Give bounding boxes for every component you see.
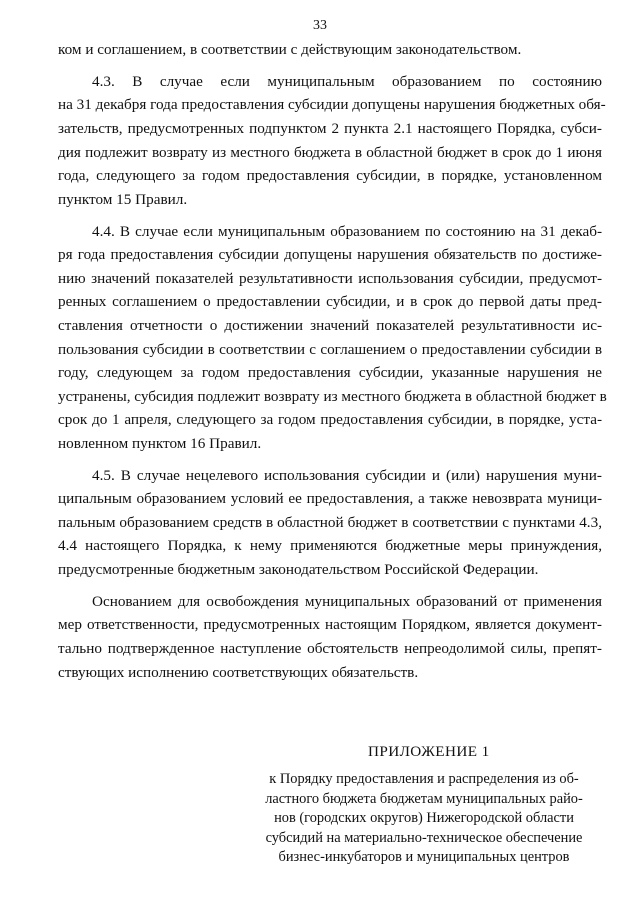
text-line: ря года предоставления субсидии допущены нарушения обязательств по достиже- — [58, 246, 602, 264]
appendix-line: ластного бюджета бюджетам муниципальных райо- — [265, 790, 583, 807]
text-line: ципальным образованием условий ее предоставления, а также невозврата муници- — [58, 490, 602, 508]
text-line: дия подлежит возврату из местного бюджета в областной бюджет в срок до 1 июня — [58, 143, 602, 161]
text-line: ком и соглашением, в соответствии с действующим законодательством. — [58, 41, 522, 58]
text-line: Основанием для освобождения муниципальных образований от применения — [92, 592, 602, 610]
paragraph-grounds — [58, 590, 602, 684]
text-line: зательств, предусмотренных подпунктом 2 пункта 2.1 настоящего Порядка, субси- — [58, 119, 602, 137]
paragraph-clause-4-3 — [58, 70, 606, 212]
text-line: на 31 декабря года предоставления субсидии допущены нарушения бюджетных обя- — [58, 96, 606, 114]
appendix-line: нов (городских округов) Нижегородской области — [274, 810, 574, 827]
text-line: 4.4 настоящего Порядка, к нему применяются бюджетные меры принуждения, — [58, 537, 602, 555]
text-line: году, следующем за годом предоставления субсидии, указанные нарушения не — [58, 364, 602, 382]
text-line: ставления отчетности о достижении значений показателей результативности ис- — [58, 316, 602, 334]
appendix-line: бизнес-инкубаторов и муниципальных центров — [278, 849, 570, 866]
text-line: срок до 1 апреля, следующего за годом предоставления субсидии, в порядке, уста- — [58, 411, 602, 429]
text-line: 4.4. В случае если муниципальным образованием по состоянию на 31 декаб- — [92, 222, 602, 240]
paragraph-clause-4-4 — [58, 220, 607, 456]
text-line: новленном пунктом 16 Правил. — [58, 434, 262, 452]
appendix-line: к Порядку предоставления и распределения из об- — [269, 771, 579, 787]
page-number: 33 — [313, 18, 327, 33]
text-line: пользования субсидии в соответствии с соглашением о предоставлении субсидии в — [58, 340, 602, 358]
text-line: предусмотренные бюджетным законодательством Российской Федерации. — [58, 561, 539, 579]
body-text — [58, 38, 607, 684]
text-line: года, следующего за годом предоставления субсидии, в порядке, установленном — [58, 167, 602, 185]
text-line: 4.3. В случае если муниципальным образованием по состоянию — [92, 72, 602, 90]
appendix-description — [250, 770, 598, 868]
text-line: устранены, субсидия подлежит возврату из местного бюджета в областной бюджет в — [58, 387, 607, 405]
text-line: 4.5. В случае нецелевого использования субсидии и (или) нарушения муни- — [92, 466, 602, 484]
text-line: пальным образованием средств в областной бюджет в соответствии с пунктами 4.3, — [58, 513, 602, 531]
text-line: мер ответственности, предусмотренных настоящим Порядком, является документ- — [58, 616, 602, 634]
appendix-line: субсидий на материально-техническое обеспечение — [265, 829, 583, 846]
text-line: тально подтвержденное наступление обстоятельств непреодолимой силы, препят- — [58, 640, 602, 657]
text-line: пунктом 15 Правил. — [58, 190, 188, 208]
paragraph-continuation — [58, 38, 602, 62]
text-line: ренных соглашением о предоставлении субсидии, и в срок до первой даты пред- — [58, 293, 602, 311]
appendix-title: ПРИЛОЖЕНИЕ 1 — [368, 743, 490, 760]
text-line: ствующих исполнению соответствующих обязательств. — [58, 663, 419, 681]
text-line: нию значений показателей результативности использования субсидии, предусмот- — [58, 269, 602, 287]
paragraph-clause-4-5 — [58, 464, 602, 582]
